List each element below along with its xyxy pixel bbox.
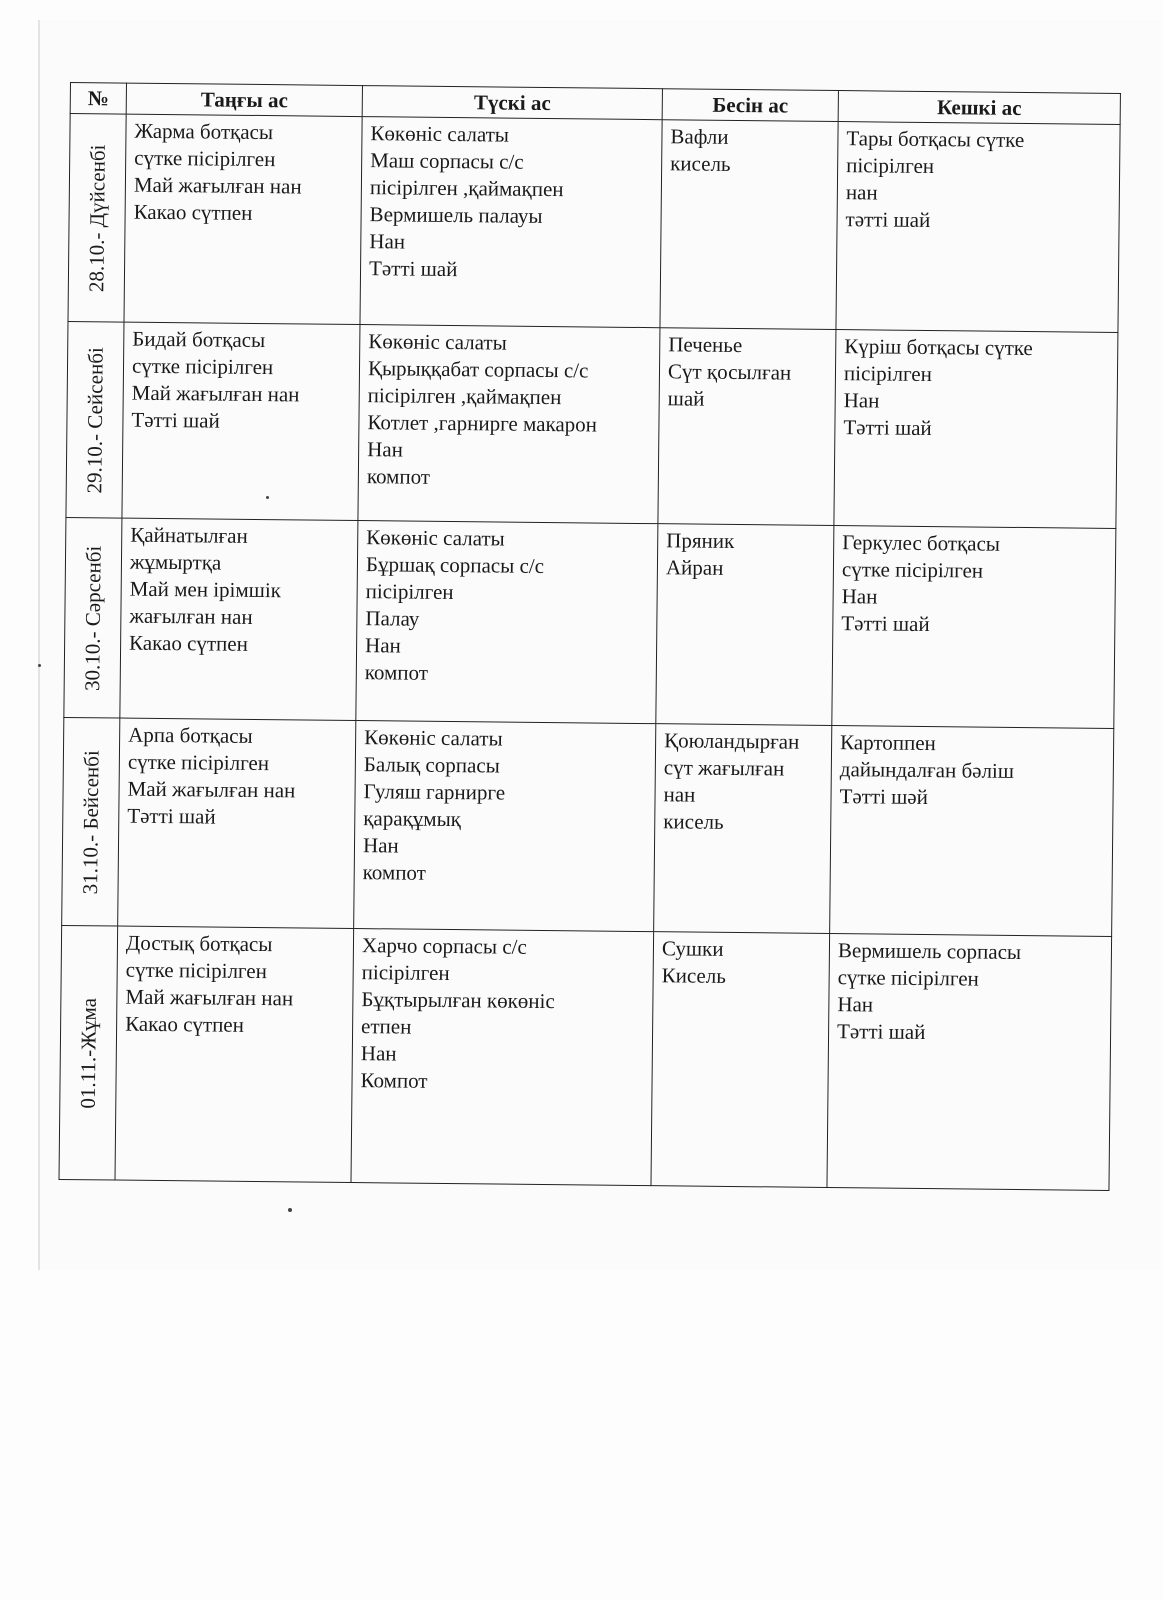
meal-item: Нан bbox=[367, 437, 404, 462]
scan-speck bbox=[288, 1208, 292, 1212]
header-breakfast: Таңғы ас bbox=[126, 83, 362, 116]
meal-item: Палау bbox=[365, 606, 420, 631]
meal-item: Тәтті шай bbox=[368, 256, 458, 282]
dinner-cell bbox=[832, 526, 1116, 729]
meal-item: Котлет ,гарнирге макарон bbox=[367, 410, 598, 437]
meal-item: компот bbox=[362, 860, 427, 885]
breakfast-cell bbox=[115, 926, 354, 1182]
dinner-cell bbox=[830, 726, 1114, 937]
lunch-cell bbox=[358, 325, 660, 524]
meal-item: Сушки bbox=[661, 936, 724, 961]
meal-item: кисель bbox=[670, 151, 731, 176]
day-label: 30.10.- Сәрсенбі bbox=[79, 545, 106, 691]
meal-item: Вафли bbox=[670, 124, 729, 149]
meal-item: Печенье bbox=[668, 332, 743, 358]
table-row bbox=[66, 321, 1118, 528]
meal-item: Пряник bbox=[666, 528, 735, 553]
meal-item: сүтке пісірілген bbox=[127, 749, 270, 776]
breakfast-cell bbox=[118, 718, 356, 928]
header-number: № bbox=[70, 83, 126, 115]
meal-item: пісірілген bbox=[365, 579, 454, 605]
day-cell bbox=[68, 114, 126, 323]
meal-item: Какао сүтпен bbox=[125, 1011, 245, 1037]
meal-item: Тәтті шай bbox=[131, 407, 220, 433]
meal-item: Нан bbox=[837, 992, 874, 1017]
snack-cell bbox=[656, 524, 834, 726]
meal-item: сүтке пісірілген bbox=[131, 353, 274, 380]
weekly-menu-table bbox=[59, 82, 1121, 1191]
meal-item: Достық ботқасы bbox=[125, 930, 273, 957]
lunch-cell bbox=[354, 721, 656, 932]
meal-item: Геркулес ботқасы bbox=[842, 530, 1001, 556]
meal-item: Сүт қосылған bbox=[667, 359, 792, 385]
meal-item: Қырыққабат сорпасы с/с bbox=[367, 356, 589, 383]
meal-item: Көкөніс салаты bbox=[364, 725, 503, 751]
breakfast-cell bbox=[120, 518, 358, 720]
snack-cell bbox=[654, 724, 832, 934]
meal-item: Қайнатылған bbox=[130, 522, 248, 548]
meal-item: Май мен ірімшік bbox=[129, 576, 282, 603]
meal-item: Тәтті шәй bbox=[839, 784, 929, 810]
meal-item: сүтке пісірілген bbox=[134, 145, 276, 172]
meal-item: Арпа ботқасы bbox=[128, 722, 253, 748]
meal-item: Май жағылған нан bbox=[125, 984, 294, 1011]
day-cell bbox=[64, 517, 122, 718]
lunch-cell bbox=[356, 521, 658, 724]
lunch-cell bbox=[360, 117, 662, 328]
meal-item: пісірілген bbox=[846, 153, 935, 179]
meal-item: Нан bbox=[362, 833, 399, 858]
snack-cell bbox=[651, 932, 830, 1188]
day-cell bbox=[62, 717, 120, 926]
meal-item: дайындалған бәліш bbox=[839, 757, 1015, 783]
meal-item: Нан bbox=[360, 1041, 397, 1066]
day-cell bbox=[59, 925, 118, 1180]
meal-item: кисель bbox=[663, 809, 724, 834]
meal-item: компот bbox=[366, 464, 431, 489]
meal-item: Вермишель сорпасы bbox=[837, 938, 1022, 965]
meal-item: Бұқтырылған көкөніс bbox=[361, 987, 555, 1014]
meal-item: Гуляш гарнирге bbox=[363, 779, 506, 805]
lunch-cell bbox=[351, 929, 654, 1186]
meal-item: Какао сүтпен bbox=[129, 630, 249, 656]
meal-item: Нан bbox=[369, 229, 406, 254]
meal-item: Көкөніс салаты bbox=[368, 329, 507, 355]
meal-item: нан bbox=[845, 180, 878, 205]
table-row bbox=[59, 925, 1112, 1190]
meal-item: нан bbox=[663, 782, 696, 807]
breakfast-cell bbox=[122, 322, 360, 520]
meal-item: Тәтті шай bbox=[843, 415, 932, 441]
meal-item: Жарма ботқасы bbox=[134, 118, 274, 145]
day-label: 31.10.- Бейсенбі bbox=[77, 749, 104, 894]
meal-item: Тәтті шай bbox=[836, 1019, 926, 1045]
table-row bbox=[62, 717, 1114, 936]
meal-item: Картоппен bbox=[840, 730, 936, 756]
snack-cell bbox=[658, 328, 836, 526]
dinner-cell bbox=[834, 330, 1118, 529]
menu-body bbox=[59, 114, 1120, 1191]
day-label: 28.10.- Дүйсенбі bbox=[83, 143, 110, 292]
dinner-cell bbox=[836, 122, 1120, 333]
meal-item: жағылған нан bbox=[129, 603, 253, 629]
meal-item: пісірілген bbox=[843, 361, 933, 387]
meal-item: Айран bbox=[665, 555, 724, 580]
snack-cell bbox=[660, 120, 838, 330]
meal-item: Маш сорпасы с/с bbox=[370, 148, 524, 174]
meal-item: Көкөніс салаты bbox=[370, 121, 510, 147]
meal-item: Қоюландырған bbox=[664, 728, 800, 754]
meal-item: Тары ботқасы сүтке bbox=[846, 126, 1025, 152]
meal-item: компот bbox=[364, 660, 429, 685]
meal-item: Көкөніс салаты bbox=[366, 525, 505, 551]
meal-item: Компот bbox=[360, 1068, 428, 1093]
table-row bbox=[64, 517, 1116, 728]
meal-item: тәтті шай bbox=[845, 207, 931, 233]
breakfast-cell bbox=[124, 114, 362, 324]
meal-item: Кисель bbox=[661, 963, 727, 988]
meal-item: Май жағылған нан bbox=[127, 776, 296, 803]
meal-item: пісірілген ,қаймақпен bbox=[367, 383, 562, 410]
day-cell bbox=[66, 321, 124, 518]
table-row bbox=[68, 114, 1120, 333]
meal-item: пісірілген bbox=[361, 960, 450, 986]
meal-item: Тәтті шай bbox=[841, 611, 930, 637]
meal-item: Нан bbox=[841, 584, 878, 609]
meal-item: сүтке пісірілген bbox=[841, 557, 984, 583]
meal-item: етпен bbox=[361, 1014, 412, 1039]
meal-item: Нан bbox=[843, 388, 880, 413]
meal-item: Вермишель палауы bbox=[369, 202, 543, 228]
meal-item: Күріш ботқасы сүтке bbox=[844, 334, 1033, 361]
meal-item: сүтке пісірілген bbox=[125, 957, 268, 984]
meal-item: Бидай ботқасы bbox=[132, 326, 266, 353]
meal-item: сүт жағылған bbox=[663, 755, 785, 781]
meal-item: сүтке пісірілген bbox=[837, 965, 979, 991]
day-label: 01.11.-Жұма bbox=[75, 997, 101, 1109]
scan-speck bbox=[266, 496, 269, 499]
dinner-cell bbox=[827, 934, 1112, 1191]
meal-item: Харчо сорпасы с/с bbox=[361, 933, 527, 959]
meal-item: қарақұмық bbox=[363, 806, 462, 832]
meal-item: Балық сорпасы bbox=[363, 752, 500, 778]
scan-speck bbox=[38, 664, 41, 667]
meal-item: жұмыртқа bbox=[129, 549, 222, 575]
meal-item: пісірілген ,қаймақпен bbox=[369, 175, 564, 202]
meal-item: Какао сүтпен bbox=[133, 199, 253, 225]
header-lunch: Түскі ас bbox=[362, 86, 662, 120]
meal-item: Бұршақ сорпасы с/с bbox=[365, 552, 545, 578]
day-label: 29.10.- Сейсенбі bbox=[81, 346, 108, 494]
meal-item: шай bbox=[667, 386, 705, 411]
meal-item: Май жағылған нан bbox=[131, 380, 300, 407]
meal-item: Нан bbox=[364, 633, 401, 658]
meal-item: Тәтті шай bbox=[127, 803, 216, 829]
header-snack: Бесін ас bbox=[662, 89, 838, 122]
header-dinner: Кешкі ас bbox=[838, 91, 1120, 125]
meal-item: Май жағылған нан bbox=[133, 172, 302, 199]
